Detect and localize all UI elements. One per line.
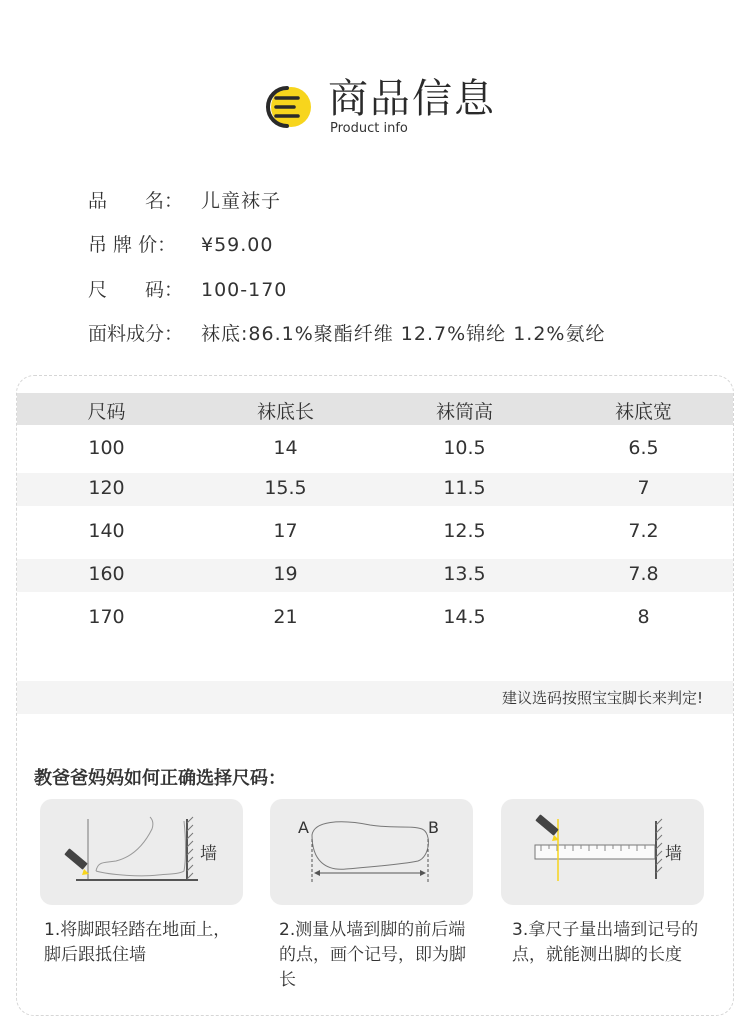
header-cell: 袜筒高 xyxy=(435,401,493,423)
table-cell: 140 xyxy=(88,520,125,542)
table-cell: 7.2 xyxy=(628,520,659,542)
table-cell: 160 xyxy=(88,563,125,585)
step-3-text: 3.拿尺子量出墙到记号的点，就能测出脚的长度 xyxy=(512,920,699,965)
table-cell: 14 xyxy=(273,437,298,459)
table-cell: 12.5 xyxy=(443,520,486,542)
table-cell: 8 xyxy=(637,606,650,628)
table-cell: 6.5 xyxy=(628,437,659,459)
info-value: ¥59.00 xyxy=(201,234,274,256)
header-cell: 袜底长 xyxy=(256,401,314,423)
point-b-label: B xyxy=(428,818,439,837)
info-label: 品 名： xyxy=(88,190,184,212)
ruler-measure-icon xyxy=(501,799,704,905)
size-tip-bar xyxy=(17,681,733,714)
foot-against-wall-icon xyxy=(40,799,243,905)
table-row xyxy=(17,559,733,592)
table-cell: 19 xyxy=(273,563,298,585)
step-2-text: 2.测量从墙到脚的前后端的点，画个记号，即为脚长 xyxy=(279,920,466,990)
table-cell: 21 xyxy=(273,606,298,628)
info-value: 袜底:86.1%聚酯纤维 12.7%锦纶 1.2%氨纶 xyxy=(201,323,606,345)
table-row xyxy=(17,433,733,466)
table-cell: 7 xyxy=(637,477,650,499)
section-header xyxy=(0,70,750,140)
info-value: 100-170 xyxy=(201,279,288,301)
step-3-illustration xyxy=(501,799,704,905)
step-1-illustration xyxy=(40,799,243,905)
table-cell: 170 xyxy=(88,606,125,628)
table-cell: 15.5 xyxy=(264,477,307,499)
table-row xyxy=(17,516,733,549)
step-1-text: 1.将脚跟轻踏在地面上，脚后跟抵住墙 xyxy=(44,920,231,965)
document-list-icon xyxy=(264,84,314,130)
table-row xyxy=(17,473,733,506)
wall-label: 墙 xyxy=(665,844,682,864)
table-cell: 10.5 xyxy=(443,437,486,459)
guide-title: 教爸爸妈妈如何正确选择尺码： xyxy=(34,768,286,789)
table-cell: 120 xyxy=(88,477,125,499)
table-cell: 14.5 xyxy=(443,606,486,628)
table-cell: 17 xyxy=(273,520,298,542)
wall-label: 墙 xyxy=(200,844,217,864)
size-table-header xyxy=(17,393,733,425)
page-title: 商品信息 xyxy=(328,76,496,122)
page-subtitle: Product info xyxy=(330,121,408,136)
header-cell: 尺码 xyxy=(87,401,126,423)
step-2-illustration xyxy=(270,799,473,905)
table-cell: 13.5 xyxy=(443,563,486,585)
table-cell: 11.5 xyxy=(443,477,486,499)
table-cell: 7.8 xyxy=(628,563,659,585)
info-value: 儿童袜子 xyxy=(201,190,282,212)
size-tip-text: 建议选码按照宝宝脚长来判定! xyxy=(501,689,703,707)
info-label: 尺 码： xyxy=(88,279,184,301)
table-cell: 100 xyxy=(88,437,125,459)
info-label: 面料成分： xyxy=(88,323,184,345)
foot-length-icon xyxy=(270,799,473,905)
table-row xyxy=(17,602,733,635)
header-cell: 袜底宽 xyxy=(614,401,672,423)
point-a-label: A xyxy=(298,818,309,837)
info-label: 吊 牌 价： xyxy=(88,234,177,256)
